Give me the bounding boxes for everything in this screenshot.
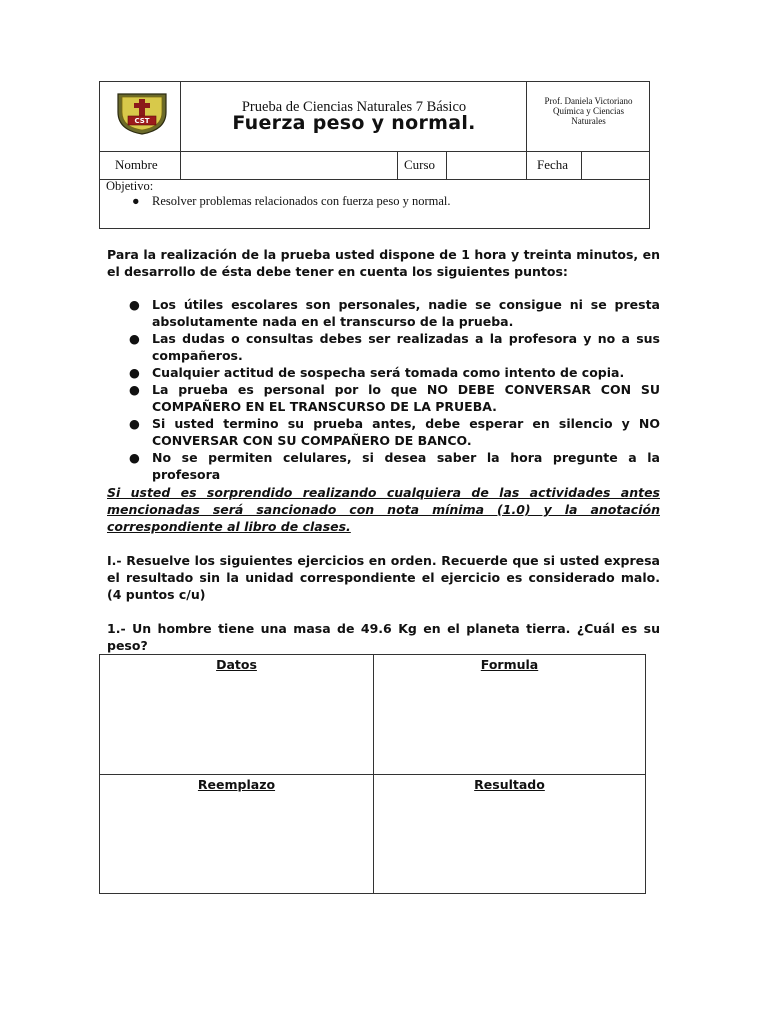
rules-list	[107, 296, 660, 483]
rule-text: Los útiles escolares son personales, nadie se consigue ni se presta absolutamente nada en el transcurso de la prueba.	[152, 297, 660, 329]
fecha-label: Fecha	[537, 157, 569, 172]
warning-paragraph: Si usted es sorprendido realizando cualquiera de las actividades antes mencionadas será sancionado con nota mínima (1.0) y la anotación correspondiente al libro de clases.	[107, 485, 660, 534]
rule-text: Cualquier actitud de sospecha será tomada como intento de copia.	[152, 365, 625, 380]
rule-text: Si usted termino su prueba antes, debe esperar en silencio y NO CONVERSAR CON SU COMPAÑERO DE BANCO.	[152, 416, 660, 448]
bullet-icon: ●	[129, 297, 140, 312]
resultado-answer-area[interactable]	[376, 797, 644, 891]
nombre-field[interactable]	[182, 153, 395, 177]
school-logo	[114, 88, 170, 136]
rule-text: No se permiten celulares, si desea saber la hora pregunte a la profesora	[152, 450, 660, 482]
list-item	[107, 330, 660, 364]
header-divider	[180, 151, 181, 179]
formula-label: Formula	[480, 657, 539, 672]
header-divider	[397, 151, 398, 179]
grid-divider	[100, 774, 645, 775]
answer-grid	[99, 654, 646, 894]
bullet-icon: ●	[129, 365, 140, 380]
list-item	[107, 381, 660, 415]
list-item	[107, 296, 660, 330]
teacher-line: Naturales	[571, 116, 606, 126]
bullet-icon: ●	[129, 331, 140, 346]
list-item	[107, 364, 660, 381]
header-divider	[99, 179, 650, 180]
reemplazo-answer-area[interactable]	[102, 797, 370, 891]
page-title: Fuerza peso y normal.	[232, 112, 476, 134]
header-divider	[446, 151, 447, 179]
teacher-line: Química y Ciencias	[553, 106, 624, 116]
datos-answer-area[interactable]	[102, 677, 370, 771]
question-1: 1.- Un hombre tiene una masa de 49.6 Kg en el planeta tierra. ¿Cuál es su peso?	[107, 621, 660, 653]
curso-label: Curso	[404, 157, 436, 172]
objetivo-label: Objetivo:	[106, 179, 154, 193]
objetivo-item: Resolver problemas relacionados con fuerza peso y normal.	[152, 194, 451, 208]
logo-text: CST	[134, 117, 150, 125]
fecha-field[interactable]	[583, 153, 648, 177]
resultado-label: Resultado	[474, 777, 545, 792]
teacher-info	[527, 96, 650, 126]
header-divider	[99, 151, 650, 152]
bullet-icon: ●	[129, 382, 140, 397]
bullet-icon: ●	[129, 416, 140, 431]
datos-label: Datos	[216, 657, 257, 672]
curso-field[interactable]	[448, 153, 524, 177]
header-divider	[581, 151, 582, 179]
list-item	[107, 449, 660, 483]
reemplazo-label: Reemplazo	[197, 777, 276, 792]
nombre-label: Nombre	[115, 157, 158, 172]
subject-title: Prueba de Ciencias Naturales 7 Básico	[241, 99, 467, 115]
section-title: I.- Resuelve los siguientes ejercicios en orden. Recuerde que si usted expresa el resultado sin la unidad correspondiente el ejercicio es considerado malo. (4 puntos c/u)	[107, 553, 660, 602]
intro-paragraph: Para la realización de la prueba usted dispone de 1 hora y treinta minutos, en el desarrollo de ésta debe tener en cuenta los siguientes puntos:	[107, 247, 660, 279]
rule-text: Las dudas o consultas debes ser realizadas a la profesora y no a sus compañeros.	[152, 331, 660, 363]
list-item	[107, 415, 660, 449]
formula-answer-area[interactable]	[376, 677, 644, 771]
rule-text: La prueba es personal por lo que NO DEBE CONVERSAR CON SU COMPAÑERO EN EL TRANSCURSO DE LA PRUEBA.	[152, 382, 660, 414]
teacher-line: Prof. Daniela Victoriano	[544, 96, 633, 106]
bullet-icon: ●	[129, 450, 140, 465]
bullet-icon: ●	[132, 194, 140, 208]
